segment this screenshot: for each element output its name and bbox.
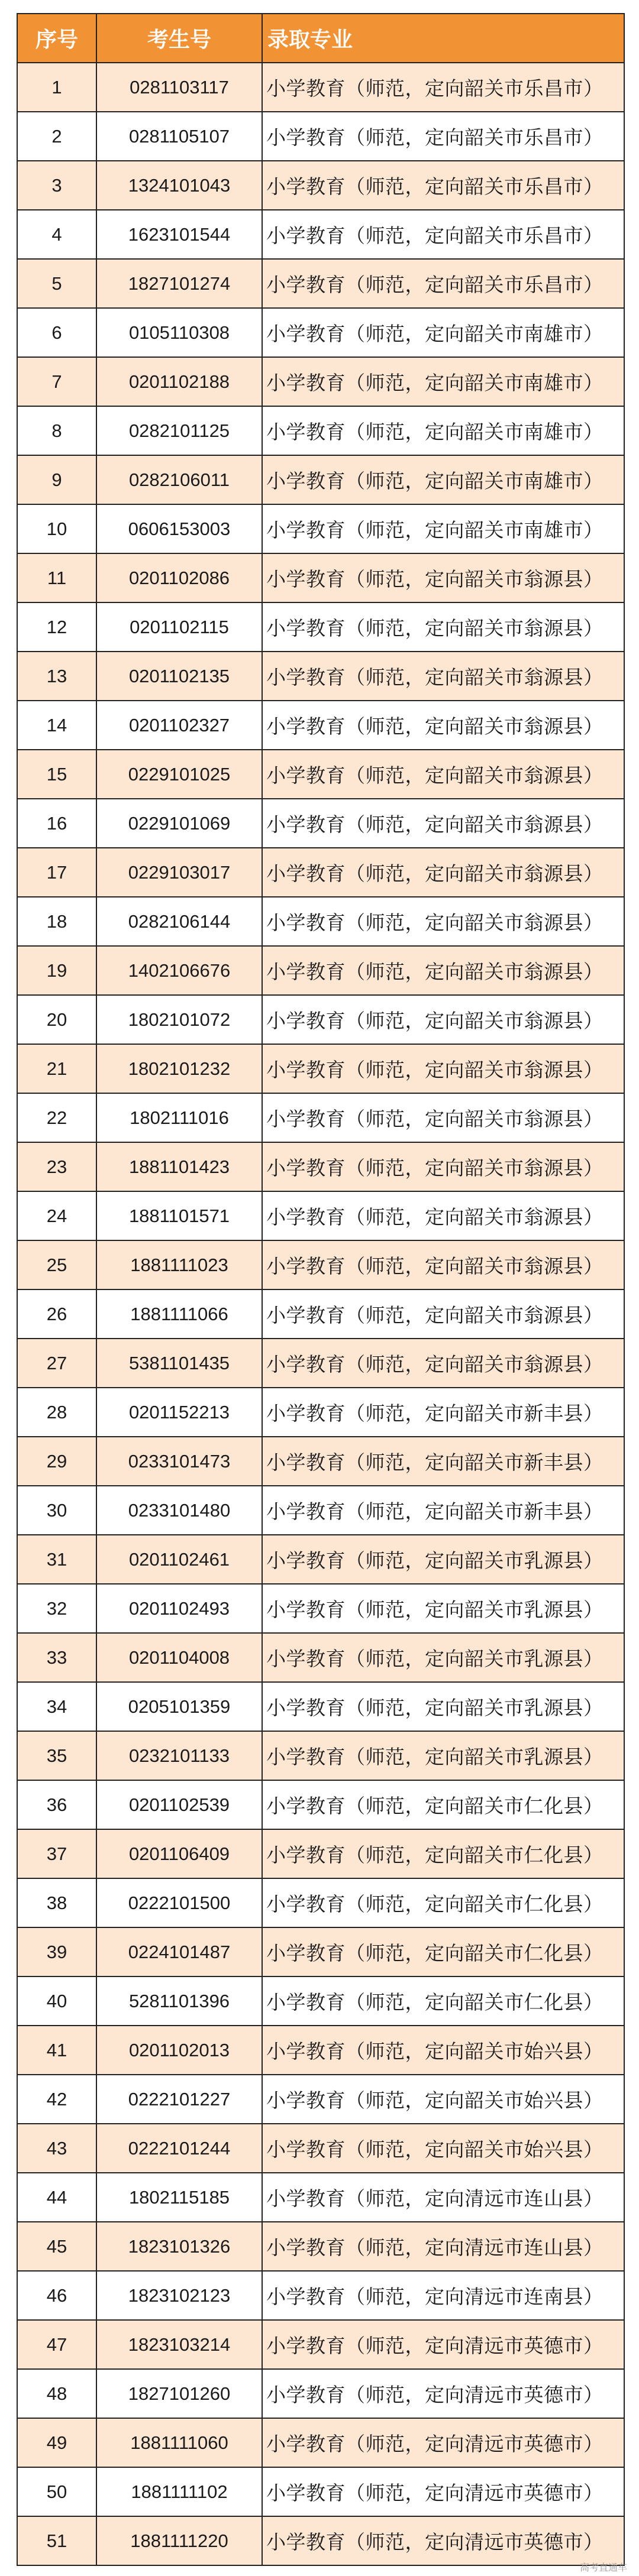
row-admitted-major: 小学教育（师范，定向韶关市翁源县） <box>262 1240 624 1289</box>
row-admitted-major: 小学教育（师范，定向韶关市翁源县） <box>262 1044 624 1093</box>
row-admitted-major: 小学教育（师范，定向韶关市翁源县） <box>262 995 624 1044</box>
row-candidate-id: 0229101025 <box>96 750 262 799</box>
row-admitted-major: 小学教育（师范，定向韶关市翁源县） <box>262 1142 624 1191</box>
table-row <box>17 1780 624 1829</box>
table-row <box>17 701 624 750</box>
table-row <box>17 750 624 799</box>
row-admitted-major: 小学教育（师范，定向韶关市乳源县） <box>262 1535 624 1584</box>
row-serial-number: 51 <box>17 2516 96 2565</box>
table-row <box>17 2075 624 2124</box>
table-row <box>17 848 624 897</box>
row-admitted-major: 小学教育（师范，定向韶关市乐昌市） <box>262 63 624 112</box>
row-candidate-id: 0229101069 <box>96 799 262 848</box>
header-candidate-id: 考生号 <box>96 14 262 63</box>
row-serial-number: 9 <box>17 455 96 504</box>
row-admitted-major: 小学教育（师范，定向韶关市翁源县） <box>262 1191 624 1240</box>
row-admitted-major: 小学教育（师范，定向韶关市翁源县） <box>262 652 624 701</box>
table-row <box>17 2173 624 2222</box>
row-admitted-major: 小学教育（师范，定向清远市英德市） <box>262 2418 624 2467</box>
row-admitted-major: 小学教育（师范，定向韶关市乳源县） <box>262 1731 624 1780</box>
row-admitted-major: 小学教育（师范，定向韶关市始兴县） <box>262 2075 624 2124</box>
table-row <box>17 1878 624 1927</box>
row-candidate-id: 5281101396 <box>96 1976 262 2026</box>
table-row <box>17 1535 624 1584</box>
row-serial-number: 21 <box>17 1044 96 1093</box>
row-serial-number: 20 <box>17 995 96 1044</box>
row-serial-number: 36 <box>17 1780 96 1829</box>
admission-table-container <box>17 13 624 2566</box>
row-candidate-id: 0201102188 <box>96 357 262 406</box>
row-serial-number: 34 <box>17 1682 96 1731</box>
table-row <box>17 210 624 259</box>
row-admitted-major: 小学教育（师范，定向清远市英德市） <box>262 2369 624 2418</box>
row-admitted-major: 小学教育（师范，定向韶关市新丰县） <box>262 1388 624 1437</box>
row-candidate-id: 1802101232 <box>96 1044 262 1093</box>
row-admitted-major: 小学教育（师范，定向韶关市翁源县） <box>262 553 624 602</box>
row-serial-number: 2 <box>17 112 96 161</box>
table-row <box>17 2369 624 2418</box>
row-candidate-id: 5381101435 <box>96 1339 262 1388</box>
row-serial-number: 12 <box>17 602 96 652</box>
row-admitted-major: 小学教育（师范，定向韶关市翁源县） <box>262 750 624 799</box>
table-row <box>17 1731 624 1780</box>
row-candidate-id: 0201102086 <box>96 553 262 602</box>
row-admitted-major: 小学教育（师范，定向清远市连山县） <box>262 2173 624 2222</box>
table-row <box>17 2320 624 2369</box>
row-admitted-major: 小学教育（师范，定向清远市英德市） <box>262 2320 624 2369</box>
row-candidate-id: 1881101571 <box>96 1191 262 1240</box>
row-candidate-id: 1324101043 <box>96 161 262 210</box>
row-admitted-major: 小学教育（师范，定向韶关市乐昌市） <box>262 259 624 308</box>
table-row <box>17 1142 624 1191</box>
row-serial-number: 44 <box>17 2173 96 2222</box>
table-row <box>17 357 624 406</box>
row-serial-number: 18 <box>17 897 96 946</box>
row-admitted-major: 小学教育（师范，定向韶关市南雄市） <box>262 406 624 455</box>
table-row <box>17 259 624 308</box>
row-candidate-id: 1823101326 <box>96 2222 262 2271</box>
row-candidate-id: 0233101473 <box>96 1437 262 1486</box>
row-candidate-id: 0229103017 <box>96 848 262 897</box>
row-admitted-major: 小学教育（师范，定向韶关市翁源县） <box>262 701 624 750</box>
row-candidate-id: 1827101260 <box>96 2369 262 2418</box>
table-row <box>17 1682 624 1731</box>
row-candidate-id: 0201102135 <box>96 652 262 701</box>
row-admitted-major: 小学教育（师范，定向韶关市翁源县） <box>262 602 624 652</box>
table-row <box>17 63 624 112</box>
row-serial-number: 25 <box>17 1240 96 1289</box>
row-admitted-major: 小学教育（师范，定向韶关市乐昌市） <box>262 112 624 161</box>
row-admitted-major: 小学教育（师范，定向韶关市新丰县） <box>262 1437 624 1486</box>
table-row <box>17 1289 624 1339</box>
table-row <box>17 1437 624 1486</box>
row-serial-number: 5 <box>17 259 96 308</box>
header-admitted-major: 录取专业 <box>262 14 624 63</box>
table-row <box>17 553 624 602</box>
table-row <box>17 1191 624 1240</box>
row-candidate-id: 0201152213 <box>96 1388 262 1437</box>
table-row <box>17 455 624 504</box>
row-admitted-major: 小学教育（师范，定向韶关市南雄市） <box>262 504 624 553</box>
table-row <box>17 602 624 652</box>
table-row <box>17 1093 624 1142</box>
row-admitted-major: 小学教育（师范，定向韶关市南雄市） <box>262 308 624 357</box>
table-row <box>17 1976 624 2026</box>
row-candidate-id: 0232101133 <box>96 1731 262 1780</box>
row-admitted-major: 小学教育（师范，定向韶关市仁化县） <box>262 1927 624 1976</box>
row-serial-number: 23 <box>17 1142 96 1191</box>
row-serial-number: 1 <box>17 63 96 112</box>
row-candidate-id: 0201102493 <box>96 1584 262 1633</box>
row-candidate-id: 0606153003 <box>96 504 262 553</box>
row-admitted-major: 小学教育（师范，定向韶关市仁化县） <box>262 1976 624 2026</box>
row-candidate-id: 0201102327 <box>96 701 262 750</box>
table-row <box>17 1486 624 1535</box>
row-serial-number: 22 <box>17 1093 96 1142</box>
row-serial-number: 13 <box>17 652 96 701</box>
row-serial-number: 27 <box>17 1339 96 1388</box>
row-candidate-id: 1802101072 <box>96 995 262 1044</box>
row-serial-number: 29 <box>17 1437 96 1486</box>
row-candidate-id: 1881111023 <box>96 1240 262 1289</box>
row-admitted-major: 小学教育（师范，定向韶关市始兴县） <box>262 2124 624 2173</box>
row-candidate-id: 0222101244 <box>96 2124 262 2173</box>
table-row <box>17 995 624 1044</box>
row-serial-number: 4 <box>17 210 96 259</box>
row-serial-number: 16 <box>17 799 96 848</box>
row-serial-number: 7 <box>17 357 96 406</box>
row-admitted-major: 小学教育（师范，定向韶关市南雄市） <box>262 357 624 406</box>
row-admitted-major: 小学教育（师范，定向韶关市新丰县） <box>262 1486 624 1535</box>
admission-table <box>17 13 625 2566</box>
table-row <box>17 2467 624 2516</box>
row-candidate-id: 1802115185 <box>96 2173 262 2222</box>
row-candidate-id: 0105110308 <box>96 308 262 357</box>
row-candidate-id: 0224101487 <box>96 1927 262 1976</box>
table-row <box>17 1388 624 1437</box>
row-serial-number: 43 <box>17 2124 96 2173</box>
row-admitted-major: 小学教育（师范，定向韶关市翁源县） <box>262 1093 624 1142</box>
row-serial-number: 42 <box>17 2075 96 2124</box>
row-serial-number: 50 <box>17 2467 96 2516</box>
table-row <box>17 504 624 553</box>
row-admitted-major: 小学教育（师范，定向韶关市乳源县） <box>262 1633 624 1682</box>
row-serial-number: 33 <box>17 1633 96 1682</box>
row-serial-number: 41 <box>17 2026 96 2075</box>
table-row <box>17 1829 624 1878</box>
table-row <box>17 1240 624 1289</box>
row-admitted-major: 小学教育（师范，定向韶关市翁源县） <box>262 848 624 897</box>
table-row <box>17 112 624 161</box>
row-serial-number: 35 <box>17 1731 96 1780</box>
table-header-row <box>17 14 624 63</box>
row-admitted-major: 小学教育（师范，定向韶关市翁源县） <box>262 897 624 946</box>
table-row <box>17 1339 624 1388</box>
row-candidate-id: 1623101544 <box>96 210 262 259</box>
row-admitted-major: 小学教育（师范，定向清远市英德市） <box>262 2516 624 2565</box>
row-serial-number: 19 <box>17 946 96 995</box>
row-candidate-id: 0281103117 <box>96 63 262 112</box>
row-serial-number: 45 <box>17 2222 96 2271</box>
row-admitted-major: 小学教育（师范，定向韶关市翁源县） <box>262 1339 624 1388</box>
row-serial-number: 30 <box>17 1486 96 1535</box>
row-candidate-id: 1823102123 <box>96 2271 262 2320</box>
row-admitted-major: 小学教育（师范，定向韶关市乐昌市） <box>262 161 624 210</box>
row-serial-number: 6 <box>17 308 96 357</box>
row-serial-number: 15 <box>17 750 96 799</box>
row-serial-number: 3 <box>17 161 96 210</box>
row-serial-number: 46 <box>17 2271 96 2320</box>
row-serial-number: 47 <box>17 2320 96 2369</box>
table-row <box>17 1584 624 1633</box>
row-candidate-id: 1827101274 <box>96 259 262 308</box>
row-candidate-id: 0282106011 <box>96 455 262 504</box>
table-row <box>17 2222 624 2271</box>
row-candidate-id: 1802111016 <box>96 1093 262 1142</box>
row-serial-number: 14 <box>17 701 96 750</box>
row-serial-number: 24 <box>17 1191 96 1240</box>
row-candidate-id: 1881111060 <box>96 2418 262 2467</box>
table-row <box>17 946 624 995</box>
row-admitted-major: 小学教育（师范，定向清远市连南县） <box>262 2271 624 2320</box>
row-candidate-id: 1823103214 <box>96 2320 262 2369</box>
row-candidate-id: 0282101125 <box>96 406 262 455</box>
row-serial-number: 39 <box>17 1927 96 1976</box>
row-admitted-major: 小学教育（师范，定向韶关市仁化县） <box>262 1829 624 1878</box>
table-row <box>17 1633 624 1682</box>
row-serial-number: 37 <box>17 1829 96 1878</box>
row-serial-number: 17 <box>17 848 96 897</box>
row-admitted-major: 小学教育（师范，定向韶关市乳源县） <box>262 1584 624 1633</box>
row-serial-number: 49 <box>17 2418 96 2467</box>
row-admitted-major: 小学教育（师范，定向韶关市翁源县） <box>262 946 624 995</box>
row-candidate-id: 0222101500 <box>96 1878 262 1927</box>
row-candidate-id: 0201102461 <box>96 1535 262 1584</box>
row-serial-number: 8 <box>17 406 96 455</box>
table-row <box>17 2026 624 2075</box>
row-admitted-major: 小学教育（师范，定向韶关市仁化县） <box>262 1780 624 1829</box>
table-row <box>17 799 624 848</box>
row-serial-number: 40 <box>17 1976 96 2026</box>
row-candidate-id: 0282106144 <box>96 897 262 946</box>
row-candidate-id: 0201102013 <box>96 2026 262 2075</box>
row-candidate-id: 1402106676 <box>96 946 262 995</box>
row-serial-number: 28 <box>17 1388 96 1437</box>
row-serial-number: 32 <box>17 1584 96 1633</box>
table-row <box>17 2516 624 2565</box>
table-row <box>17 1927 624 1976</box>
row-serial-number: 38 <box>17 1878 96 1927</box>
table-row <box>17 406 624 455</box>
table-row <box>17 2124 624 2173</box>
row-candidate-id: 0281105107 <box>96 112 262 161</box>
table-row <box>17 897 624 946</box>
row-candidate-id: 1881111102 <box>96 2467 262 2516</box>
row-candidate-id: 1881111066 <box>96 1289 262 1339</box>
row-admitted-major: 小学教育（师范，定向韶关市南雄市） <box>262 455 624 504</box>
row-admitted-major: 小学教育（师范，定向清远市连山县） <box>262 2222 624 2271</box>
watermark-text: 高考直通车 <box>579 2562 627 2573</box>
row-candidate-id: 0201104008 <box>96 1633 262 1682</box>
row-admitted-major: 小学教育（师范，定向韶关市仁化县） <box>262 1878 624 1927</box>
row-admitted-major: 小学教育（师范，定向韶关市始兴县） <box>262 2026 624 2075</box>
table-row <box>17 161 624 210</box>
header-serial-number: 序号 <box>17 14 96 63</box>
row-serial-number: 26 <box>17 1289 96 1339</box>
row-admitted-major: 小学教育（师范，定向韶关市翁源县） <box>262 1289 624 1339</box>
row-candidate-id: 0201102539 <box>96 1780 262 1829</box>
table-row <box>17 308 624 357</box>
table-row <box>17 1044 624 1093</box>
row-candidate-id: 1881101423 <box>96 1142 262 1191</box>
table-row <box>17 2418 624 2467</box>
row-admitted-major: 小学教育（师范，定向韶关市乐昌市） <box>262 210 624 259</box>
row-candidate-id: 0201102115 <box>96 602 262 652</box>
row-candidate-id: 0233101480 <box>96 1486 262 1535</box>
table-row <box>17 652 624 701</box>
table-body <box>17 63 624 2565</box>
row-serial-number: 48 <box>17 2369 96 2418</box>
row-serial-number: 31 <box>17 1535 96 1584</box>
row-serial-number: 11 <box>17 553 96 602</box>
row-admitted-major: 小学教育（师范，定向韶关市翁源县） <box>262 799 624 848</box>
row-candidate-id: 0205101359 <box>96 1682 262 1731</box>
row-admitted-major: 小学教育（师范，定向清远市英德市） <box>262 2467 624 2516</box>
table-row <box>17 2271 624 2320</box>
row-candidate-id: 0201106409 <box>96 1829 262 1878</box>
row-serial-number: 10 <box>17 504 96 553</box>
row-candidate-id: 0222101227 <box>96 2075 262 2124</box>
row-admitted-major: 小学教育（师范，定向韶关市乳源县） <box>262 1682 624 1731</box>
row-candidate-id: 1881111220 <box>96 2516 262 2565</box>
